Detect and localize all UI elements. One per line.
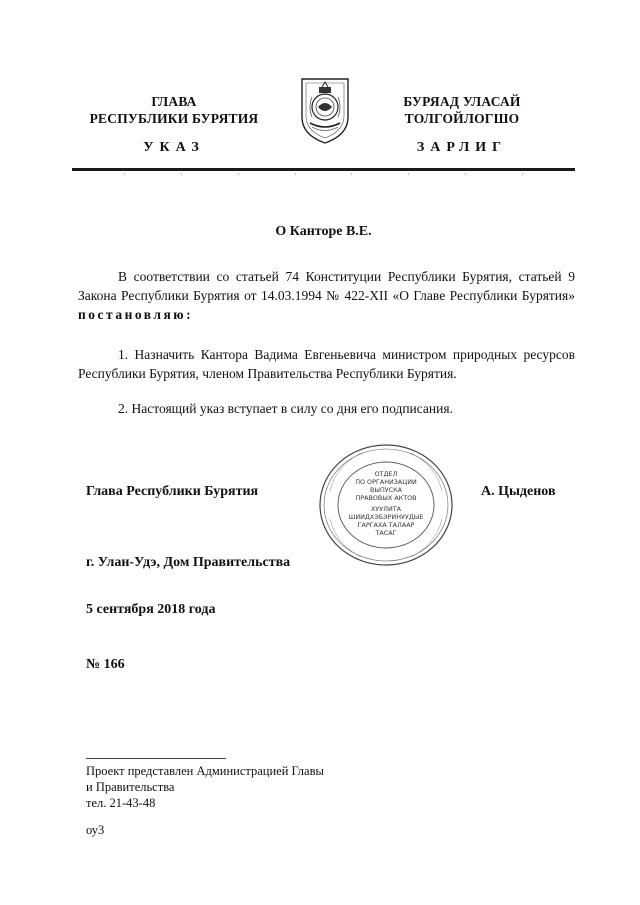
decree-keyword: постановляю (78, 307, 187, 322)
signing-place: г. Улан-Удэ, Дом Правительства (86, 555, 291, 570)
coat-of-arms-icon (298, 73, 352, 145)
signature-position: Глава Республики Бурятия (86, 484, 259, 499)
document-code: оу3 (86, 823, 105, 837)
footnote (86, 763, 324, 811)
stamp-line-2: ПО ОРГАНИЗАЦИИ (355, 478, 417, 486)
signing-date: 5 сентября 2018 года (86, 602, 216, 617)
stamp-line-3: ВЫПУСКА (369, 486, 403, 494)
stamp-line-4: ПРАВОВЫХ АКТОВ (355, 494, 417, 502)
footnote-divider (86, 758, 226, 759)
stamp-line-7: ГАРГАХА ТАЛААР (357, 521, 415, 529)
stamp-line-5: ХУУЛИТА (370, 505, 402, 513)
header-right (392, 93, 532, 127)
header-left-line2: РЕСПУБЛИКИ БУРЯТИЯ (89, 111, 259, 126)
round-seal-stamp-icon (316, 441, 456, 569)
decree-keyword-colon: : (186, 307, 194, 322)
divider-dots (72, 173, 575, 179)
body-paragraph-1 (78, 267, 575, 324)
decree-number: № 166 (86, 657, 125, 672)
body-paragraph-1-text: В соответствии со статьей 74 Конституции Республики Бурятия, статьей 9 Закона Республики Бурятия от 14.03.1994 № 422-XII «О Главе Республики Бурятия» (78, 269, 575, 303)
footnote-line-2: и Правительства (86, 780, 175, 794)
footnote-line-1: Проект представлен Администрацией Главы (86, 764, 324, 778)
body-paragraph-2: 1. Назначить Кантора Вадима Евгеньевича министром природных ресурсов Республики Бурятия, членом Правительства Республики Бурятия. (78, 347, 575, 381)
stamp-line-6: ШИИДХЭБЭРИНУУДЫЕ (348, 513, 424, 521)
body-paragraph-3: 2. Настоящий указ вступает в силу со дня его подписания. (118, 401, 453, 416)
document-title: О Канторе В.Е. (275, 224, 372, 239)
stamp-line-8: ТАСАГ (375, 529, 397, 537)
stamp-line-1: ОТДЕЛ (374, 470, 398, 478)
signature-name: А. Цыденов (481, 484, 556, 499)
header-left-line1: ГЛАВА (151, 94, 197, 109)
footnote-line-3: тел. 21-43-48 (86, 796, 156, 810)
doc-type-zarlig: ЗАРЛИГ (416, 140, 508, 155)
header-right-line1: БУРЯАД УЛАСАЙ (403, 94, 521, 109)
header-right-line2: ТОЛГОЙЛОГШО (404, 111, 520, 126)
header-left (78, 93, 270, 127)
header-divider (72, 168, 575, 171)
doc-type-ukaz: УКАЗ (143, 140, 205, 155)
